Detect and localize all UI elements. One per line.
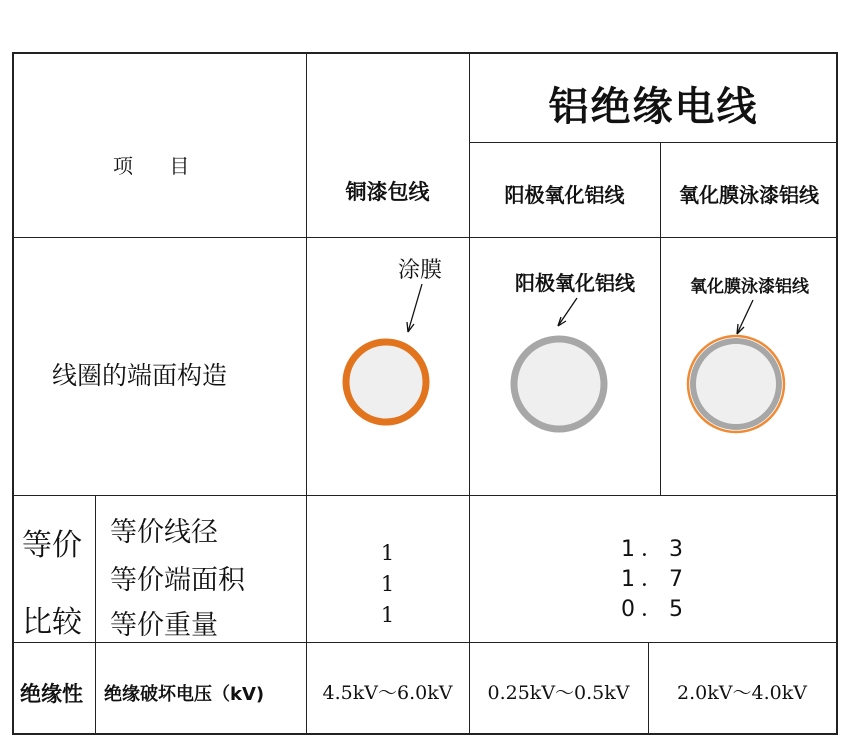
oxide-breakdown-voltage: 2.0kV～4.0kV <box>677 682 807 704</box>
header-aluminum-group: 铝绝缘电线 <box>548 84 759 130</box>
anodized-breakdown-voltage: 0.25kV～0.5kV <box>487 682 630 704</box>
col-divider-equiv-label <box>95 496 96 734</box>
table-top-border <box>12 52 838 54</box>
anodized-wire-core <box>514 339 604 429</box>
structure-row-label: 线圈的端面构造 <box>52 361 228 390</box>
copper-equiv-area: 1 <box>380 572 395 596</box>
aluminum-equiv-area: 1．7 <box>621 567 689 592</box>
copper-breakdown-voltage: 4.5kV～6.0kV <box>322 682 453 704</box>
copper-annotation-label: 涂膜 <box>398 258 443 283</box>
aluminum-equiv-weight: 0．5 <box>621 597 689 622</box>
anodized-annotation-label: 阳极氧化铝线 <box>515 271 635 295</box>
equivalence-sub-label-area: 等价端面积 <box>110 565 245 596</box>
oxide-annotation-arrow <box>737 300 753 334</box>
oxide-cross-section <box>660 238 838 495</box>
header-oxide-film: 氧化膜泳漆铝线 <box>679 183 819 207</box>
insulation-label: 绝缘性 <box>20 682 83 706</box>
table-left-border <box>12 52 14 735</box>
header-item: 项 目 <box>113 154 190 178</box>
equivalence-sub-label-diameter: 等价线径 <box>110 517 218 548</box>
oxide-annotation-label: 氧化膜泳漆铝线 <box>690 277 809 297</box>
copper-equiv-diameter: 1 <box>380 541 395 565</box>
anodized-cross-section <box>469 238 660 495</box>
copper-cross-section <box>306 238 469 495</box>
header-copper: 铜漆包线 <box>345 180 430 204</box>
oxide-wire-core <box>693 341 779 427</box>
copper-wire-core <box>346 342 426 422</box>
equivalence-group-label-top: 等价 <box>22 528 82 563</box>
copper-annotation-arrow <box>408 284 422 332</box>
insulation-sub-label: 绝缘破坏电压（kV) <box>104 684 265 705</box>
row-divider-aluminum-subheader <box>469 142 838 143</box>
equivalence-group-label-bottom: 比较 <box>22 605 82 640</box>
table-bottom-border <box>12 733 838 735</box>
anodized-annotation-arrow <box>558 298 577 326</box>
row-divider-equivalence <box>12 642 838 643</box>
copper-equiv-weight: 1 <box>380 603 395 627</box>
header-anodized: 阳极氧化铝线 <box>504 183 625 207</box>
anodized-arrow-head <box>558 317 566 326</box>
row-divider-structure <box>12 495 838 496</box>
equivalence-sub-label-weight: 等价重量 <box>110 610 218 641</box>
aluminum-equiv-diameter: 1．3 <box>621 537 689 562</box>
